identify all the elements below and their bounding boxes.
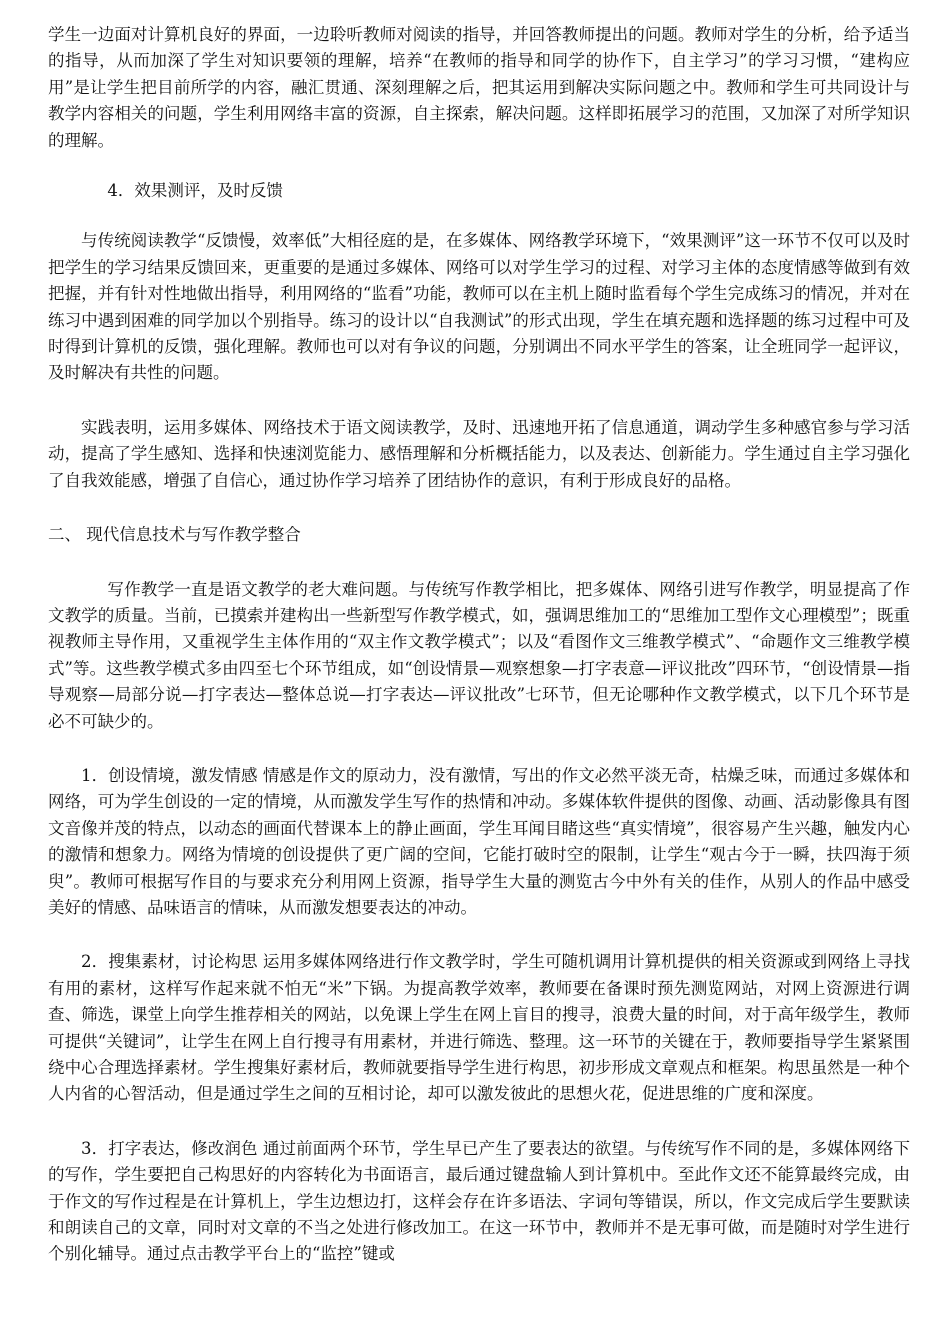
paragraph-typing-revision: 3．打字表达，修改润色 通过前面两个环节，学生早已产生了要表达的欲望。与传统写作不同的是，多媒体网络下的写作，学生要把自己构思好的内容转化为书面语言，最后通过键盘输人到计算机中。至此作文还不能算最终完成，由于作文的写作过程是在计算机上，学生边想边打，这样会存在许多语法、字词句等错误，所以，作文完成后学生要默读和朗读自己的文章，同时对文章的不当之处进行修改加工。在这一环节中，教师并不是无事可做，而是随时对学生进行个别化辅导。通过点击教学平台上的“监控”键或 [48,1138,910,1264]
paragraph-collect-materials: 2．搜集素材，讨论构思 运用多媒体网络进行作文教学时，学生可随机调用计算机提供的相关资源或到网络上寻找有用的素材，这样写作起来就不怕无“米”下锅。为提高教学效率，教师要在备课时预先测览网站，对网上资源进行调查、筛选，课堂上向学生推荐相关的网站，以免课上学生在网上盲目的搜寻，浪费大量的时间，对于高年级学生，教师可提供“关键词”，让学生在网上自行搜寻有用素材，并进行筛选、整理。这一环节的关键在于，教师要指导学生紧紧围绕中心合理选择素材。学生搜集好素材后，教师就要指导学生进行构思，初步形成文章观点和框架。构思虽然是一种个人内省的心智活动，但是通过学生之间的互相讨论，却可以激发彼此的思想火花，促进思维的广度和深度。 [48,952,910,1104]
paragraph-reading-guidance: 学生一边面对计算机良好的界面，一边聆听教师对阅读的指导，并回答教师提出的问题。教师对学生的分析，给予适当的指导，从而加深了学生对知识要领的理解，培养“在教师的指导和同学的协作下，自主学习”的学习习惯，“建构应用”是让学生把目前所学的内容，融汇贯通、深刻理解之后，把其运用到解决实际问题之中。教师和学生可共同设计与教学内容相关的问题，学生利用网络丰富的资源，自主探索，解决问题。这样即拓展学习的范围，又加深了对所学知识的理解。 [48,25,910,150]
section-heading-writing-integration: 二、 现代信息技术与写作教学整合 [48,525,301,545]
paragraph-practice-results: 实践表明，运用多媒体、网络技术于语文阅读教学，及时、迅速地开拓了信息通道，调动学生多种感官参与学习活动，提高了学生感知、选择和快速浏览能力、感悟理解和分析概括能力，以及表达、创新能力。学生通过自主学习强化了自我效能感，增强了自信心，通过协作学习培养了团结协作的意识，有利于形成良好的品格。 [48,417,910,490]
document-page [48,22,910,1268]
paragraph-writing-teaching: 写作教学一直是语文教学的老大难问题。与传统写作教学相比，把多媒体、网络引进写作教学，明显提高了作文教学的质量。当前，已摸索并建构出一些新型写作教学模式，如，强调思维加工的“思维加工型作文心理模型”；既重视教师主导作用，又重视学生主体作用的“双主作文教学模式”；以及“看图作文三维教学模式”、“命题作文三维教学模式”等。这些教学模式多由四至七个环节组成，如“创设情景—观察想象—打字表意—评议批改”四环节，“创设情景—指导观察—局部分说—打字表达—整体总说—打字表达—评议批改”七环节，但无论哪种作文教学模式，以下几个环节是必不可缺少的。 [48,579,910,731]
heading-effect-evaluation: 4．效果测评，及时反馈 [107,181,283,201]
paragraph-effect-evaluation: 与传统阅读教学“反馈慢，效率低”大相径庭的是，在多媒体、网络教学环境下，“效果测评”这一环节不仅可以及时把学生的学习结果反馈回来，更重要的是通过多媒体、网络可以对学生学习的过程、对学习主体的态度情感等做到有效把握，并有针对性地做出指导，利用网络的“监看”功能，教师可以在主机上随时监看每个学生完成练习的情况，并对在练习中遇到困难的同学加以个别指导。练习的设计以“自我测试”的形式出现，学生在填充题和选择题的练习过程中可及时得到计算机的反馈，强化理解。教师也可以对有争议的问题，分别调出不同水平学生的答案，让全班同学一起评议，及时解决有共性的问题。 [48,231,910,383]
paragraph-create-situation: 1．创设情境，激发情感 情感是作文的原动力，没有激情，写出的作文必然平淡无奇，枯燥乏味，而通过多媒体和网络，可为学生创设的一定的情境，从而激发学生写作的热情和冲动。多媒体软件提供的图像、动画、活动影像具有图文音像并茂的特点，以动态的画面代替课本上的静止画面，学生耳闻目睹这些“真实情境”，很容易产生兴趣，触发内心的激情和想象力。网络为情境的创设提供了更广阔的空间，它能打破时空的限制，让学生“观古今于一瞬，扶四海于须臾”。教师可根据写作目的与要求充分利用网上资源，指导学生大量的测览古今中外有关的佳作，从别人的作品中感受美好的情感、品味语言的情味，从而激发想要表达的冲动。 [48,765,910,917]
